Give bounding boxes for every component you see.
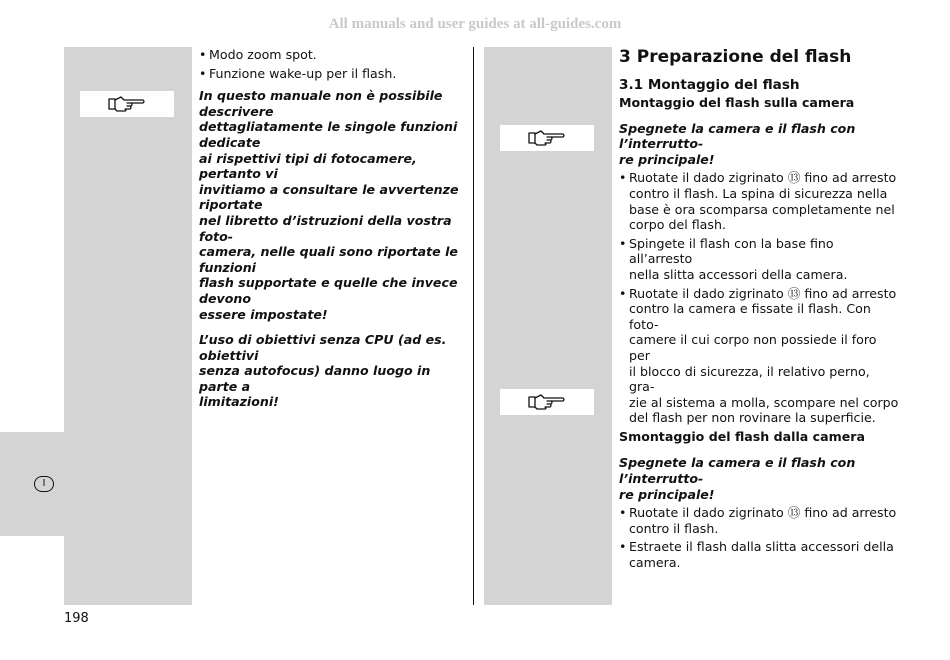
subsection-heading: Smontaggio del flash dalla camera [619, 428, 866, 444]
note-paragraph [619, 455, 899, 502]
text-line: Spingete il flash con la base fino all’arresto [629, 235, 834, 267]
text-line: Spegnete la camera e il flash con l’interrutto- [619, 455, 856, 487]
text-line: ai rispettivi tipi di fotocamere, pertanto vi [199, 150, 417, 182]
text-line: Spegnete la camera e il flash con l’interrutto- [619, 120, 856, 152]
list-item [619, 286, 899, 426]
text-line: invitiamo a consultare le avvertenze riportate [199, 181, 459, 213]
watermark: All manuals and user guides at all-guides.com [328, 16, 622, 32]
text-line: nel libretto d’istruzioni della vostra foto- [199, 212, 452, 244]
list-item [619, 539, 899, 570]
text-line: zie al sistema a molla, scompare nel corpo [629, 394, 899, 410]
text-line: il blocco di sicurezza, il relativo perno, gra- [629, 363, 870, 395]
text-line: limitazioni! [199, 394, 279, 410]
pointing-hand-icon [527, 129, 567, 147]
note-box [500, 125, 594, 151]
mount-steps-list [619, 170, 899, 426]
text-line: del flash per non rovinare la superficie. [629, 410, 876, 426]
text-line: re principale! [619, 486, 715, 502]
list-item [619, 236, 899, 283]
text-line: dettagliatamente le singole funzioni dedicate [199, 119, 458, 150]
text-line: Ruotate il dado zigrinato ⑬ fino ad arresto [629, 170, 897, 186]
text-line: base è ora scomparsa completamente nel [629, 201, 895, 217]
note-paragraph [619, 121, 899, 168]
chapter-title: 3 Preparazione del flash [619, 47, 852, 67]
left-margin-panel [64, 47, 192, 605]
text-line: contro il flash. [629, 520, 719, 536]
language-badge: I [34, 476, 54, 492]
left-column [199, 47, 469, 410]
pointing-hand-icon [527, 393, 567, 411]
text-line: L’uso di obiettivi senza CPU (ad es. obiettivi [199, 332, 447, 363]
text-line: essere impostate! [199, 306, 328, 322]
text-line: nella slitta accessori della camera. [629, 266, 848, 282]
feature-list [199, 47, 469, 81]
text-line: Estraete il flash dalla slitta accessori della [629, 539, 894, 555]
text-line: camera. [629, 555, 681, 571]
list-item: • Modo zoom spot. [199, 47, 469, 63]
subsection-heading: Montaggio del flash sulla camera [619, 95, 855, 110]
note-box [80, 91, 174, 117]
pointing-hand-icon [107, 95, 147, 113]
text-line: contro il flash. La spina di sicurezza nella [629, 185, 888, 201]
text-line: camere il cui corpo non possiede il foro per [629, 332, 877, 363]
text-line: corpo del flash. [629, 217, 726, 233]
right-column [619, 47, 899, 574]
list-item [619, 170, 899, 232]
note-paragraph [199, 88, 469, 322]
text-line: Ruotate il dado zigrinato ⑬ fino ad arresto [629, 285, 897, 301]
unmount-steps-list [619, 505, 899, 570]
section-title: 3.1 Montaggio del flash [619, 77, 800, 93]
note-box [500, 389, 594, 415]
list-item [619, 505, 899, 536]
language-tab [0, 432, 64, 536]
text-line: flash supportate e quelle che invece devono [199, 275, 458, 306]
text-line: contro la camera e fissate il flash. Con foto- [629, 301, 871, 332]
page-number: 198 [64, 611, 89, 626]
list-item: • Funzione wake-up per il flash. [199, 66, 469, 82]
text-line: senza autofocus) danno luogo in parte a [199, 363, 431, 394]
note-paragraph [199, 332, 469, 410]
text-line: re principale! [619, 151, 715, 167]
text-line: In questo manuale non è possibile descrivere [199, 88, 443, 119]
text-line: camera, nelle quali sono riportate le funzioni [199, 244, 458, 275]
text-line: Ruotate il dado zigrinato ⑬ fino ad arresto [629, 505, 897, 521]
column-divider [473, 47, 474, 605]
